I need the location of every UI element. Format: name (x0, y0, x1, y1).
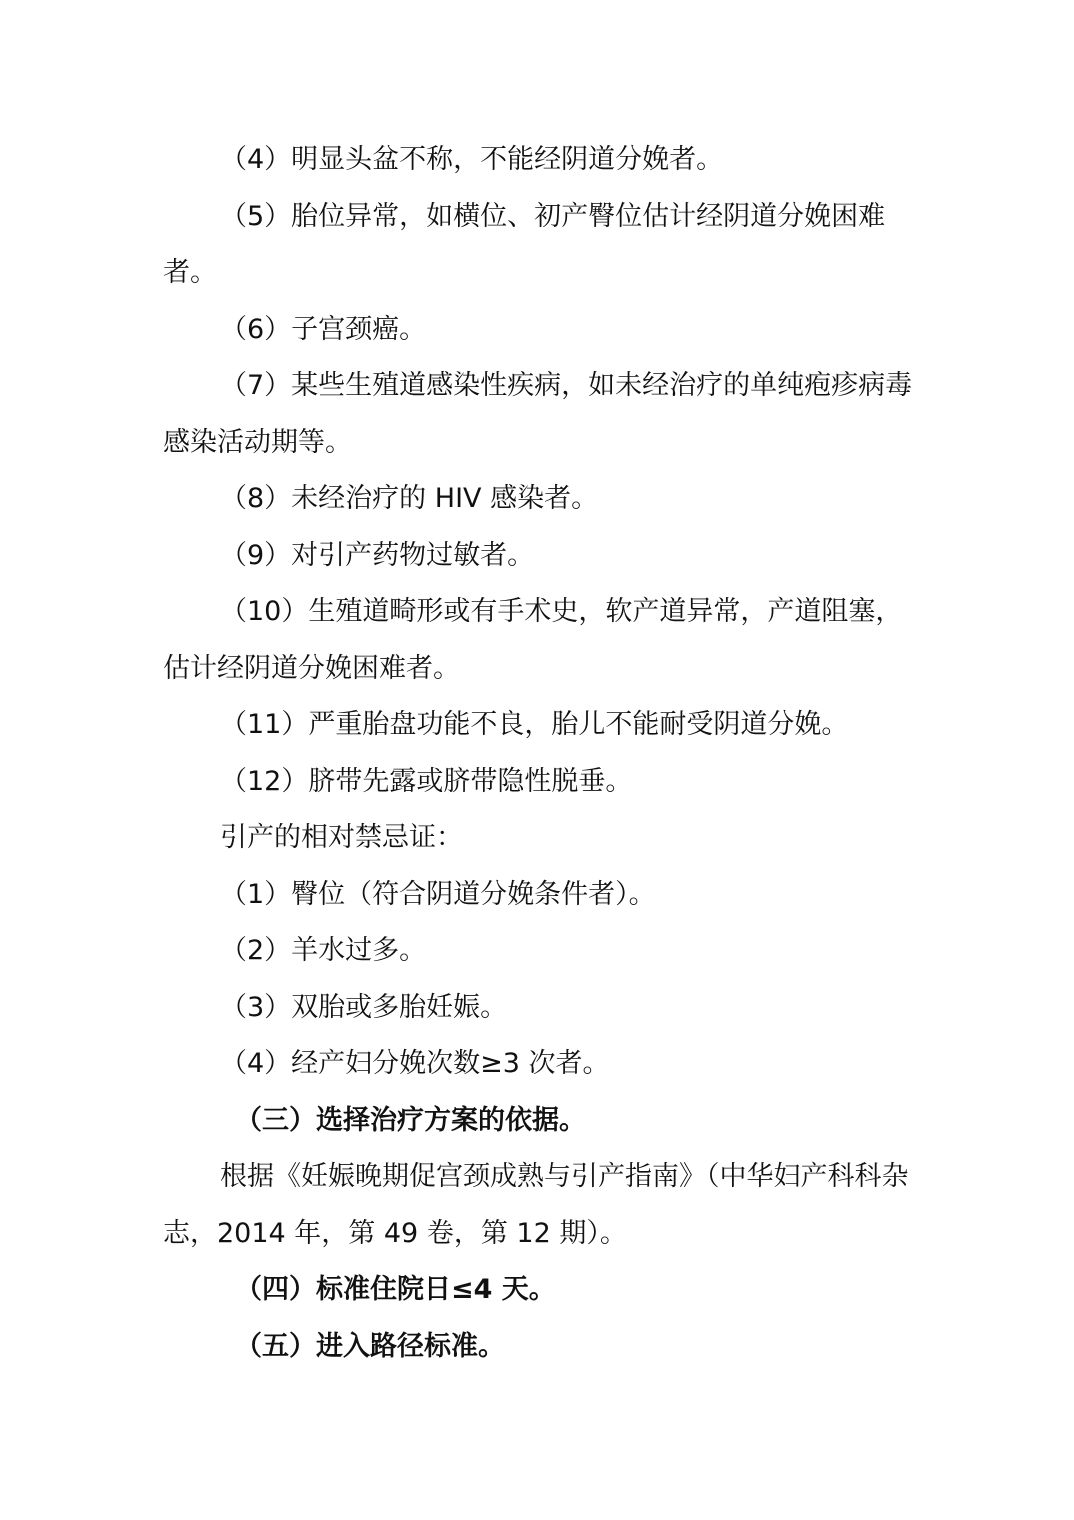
paragraph-contraindication-11: （11）严重胎盘功能不良，胎儿不能耐受阴道分娩。 (220, 709, 849, 740)
paragraph-relative-3: （3）双胎或多胎妊娠。 (220, 991, 508, 1023)
paragraph-relative-contraindications-title: 引产的相对禁忌证： (220, 822, 463, 853)
paragraph-relative-2: （2）羊水过多。 (220, 935, 427, 966)
paragraph-contraindication-12: （12）脐带先露或脐带隐性脱垂。 (220, 765, 633, 797)
paragraph-contraindication-4: （4）明显头盆不称，不能经阴道分娩者。 (220, 144, 724, 175)
paragraph-guideline-reference: 根据《妊娠晚期促宫颈成熟与引产指南》（中华妇产科科杂志，2014 年，第 49 卷，第 12 期）。 (163, 1161, 909, 1249)
paragraph-contraindication-7: （7）某些生殖道感染性疾病，如未经治疗的单纯疱疹病毒感染活动期等。 (163, 370, 913, 458)
paragraph-relative-1: （1）臀位（符合阴道分娩条件者）。 (220, 878, 656, 910)
paragraph-contraindication-5: （5）胎位异常，如横位、初产臀位估计经阴道分娩困难者。 (163, 200, 886, 288)
paragraph-relative-4: （4）经产妇分娩次数≥3 次者。 (220, 1048, 610, 1079)
paragraph-contraindication-9: （9）对引产药物过敏者。 (220, 539, 535, 571)
section-heading-treatment-basis: （三）选择治疗方案的依据。 (235, 1104, 586, 1136)
paragraph-contraindication-6: （6）子宫颈癌。 (220, 313, 427, 345)
paragraph-contraindication-10: （10）生殖道畸形或有手术史，软产道异常，产道阻塞，估计经阴道分娩困难者。 (163, 596, 903, 684)
section-heading-standard-stay: （四）标准住院日≤4 天。 (235, 1274, 556, 1305)
section-heading-pathway-entry: （五）进入路径标准。 (235, 1330, 505, 1362)
document-body (163, 132, 915, 1375)
paragraph-contraindication-8: （8）未经治疗的 HIV 感染者。 (220, 483, 599, 514)
